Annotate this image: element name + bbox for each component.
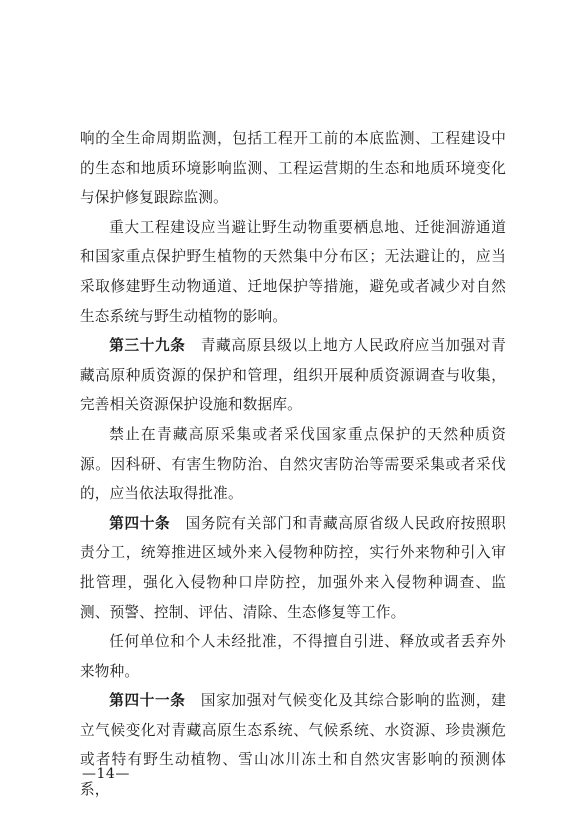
article-39-text: 青藏高原县级以上地方人民政府应当加强对青藏高原种质资源的保护和管理，组织开展种质资源调查与收集，完善相关资源保护设施和数据库。 [80, 337, 506, 414]
page-number: —14— [82, 766, 130, 782]
article-40 [80, 509, 506, 627]
article-39-label: 第三十九条 [109, 337, 186, 355]
paragraph-4-text: 禁止在青藏高原采集或者采伐国家重点保护的天然种质资源。因科研、有害生物防治、自然灾害防治等需要采集或者采伐的，应当依法取得批准。 [80, 425, 506, 503]
article-40-text: 国务院有关部门和青藏高原省级人民政府按照职责分工，统筹推进区域外来入侵物种防控，实行外来物种引入审批管理，强化入侵物种口岸防控，加强外来入侵物种调查、监测、预警、控制、评估、清除、生态修复等工作。 [80, 514, 506, 621]
article-41-label: 第四十一条 [109, 692, 186, 710]
paragraph-1 [80, 124, 506, 213]
paragraph-1-text: 响的全生命周期监测，包括工程开工前的本底监测、工程建设中的生态和地质环境影响监测、工程运营期的生态和地质环境变化与保护修复跟踪监测。 [80, 130, 506, 207]
article-39 [80, 331, 506, 420]
article-41 [80, 686, 506, 804]
paragraph-6-text: 任何单位和个人未经批准，不得擅自引进、释放或者丢弃外来物种。 [80, 633, 506, 680]
article-40-label: 第四十条 [109, 514, 171, 532]
paragraph-2 [80, 213, 506, 331]
paragraph-6 [80, 627, 506, 686]
document-body [80, 124, 506, 805]
article-41-text: 国家加强对气候变化及其综合影响的监测，建立气候变化对青藏高原生态系统、气候系统、水资源、珍贵濒危或者特有野生动植物、雪山冰川冻土和自然灾害影响的预测体系， [80, 692, 506, 799]
paragraph-4 [80, 420, 506, 509]
paragraph-2-text: 重大工程建设应当避让野生动物重要栖息地、迁徙洄游通道和国家重点保护野生植物的天然集中分布区；无法避让的，应当采取修建野生动物通道、迁地保护等措施，避免或者减少对自然生态系统与野生动植物的影响。 [80, 218, 506, 325]
